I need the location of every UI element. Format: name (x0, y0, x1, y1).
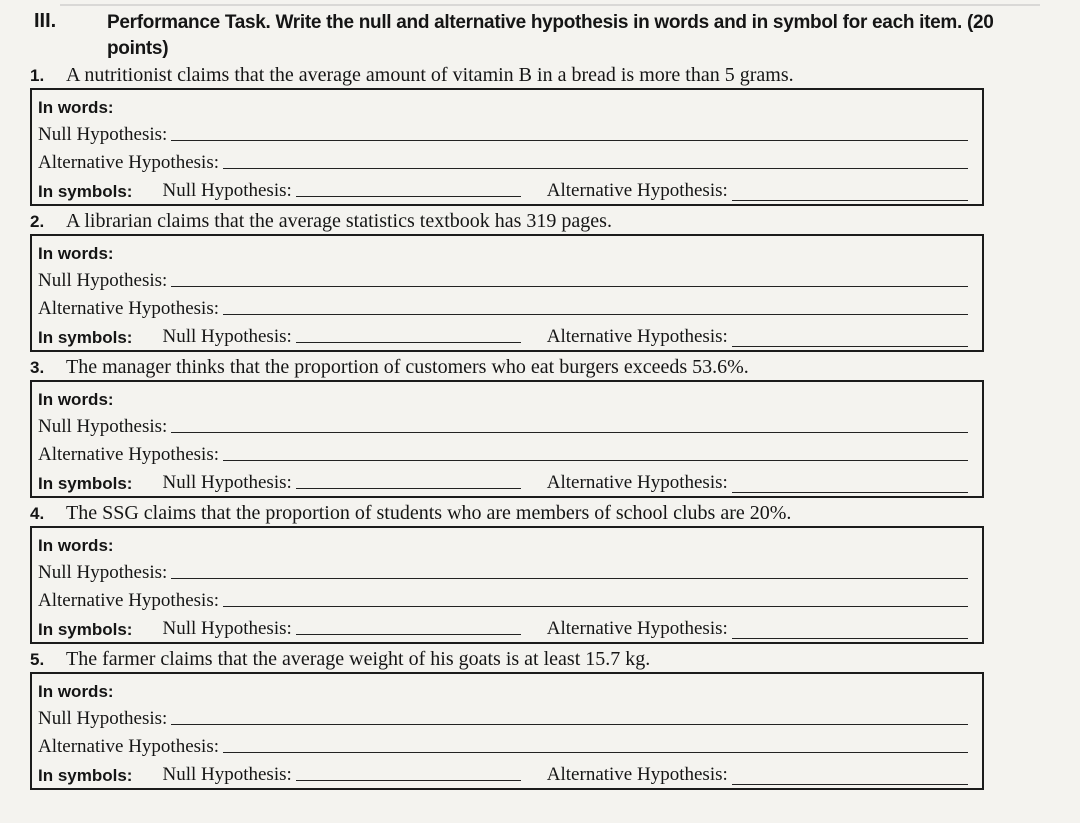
item (30, 354, 1040, 498)
null-hypothesis-words-blank[interactable] (171, 286, 968, 287)
answer-box (30, 234, 984, 352)
null-words-row (38, 704, 968, 730)
in-words-label: In words: (38, 390, 114, 409)
item-number: 5. (30, 650, 45, 669)
alternative-hypothesis-symbol-blank[interactable] (732, 492, 968, 493)
alternative-hypothesis-symbol-blank[interactable] (732, 784, 968, 785)
in-symbols-label: In symbols: (38, 182, 133, 201)
section-title: Performance Task. Write the null and alternative hypothesis in words and in symbol for each item. (20 points) (107, 12, 994, 59)
null-hypothesis-label: Null Hypothesis: (38, 708, 168, 729)
null-words-row (38, 120, 968, 146)
in-words-label: In words: (38, 98, 114, 117)
alt-words-row (38, 586, 968, 612)
alternative-hypothesis-symbol-label: Alternative Hypothesis: (546, 326, 728, 347)
null-hypothesis-symbol-blank[interactable] (296, 342, 521, 343)
in-words-label: In words: (38, 244, 114, 263)
in-words-label: In words: (38, 536, 114, 555)
item-statement: The manager thinks that the proportion of customers who eat burgers exceeds 53.6%. (66, 356, 749, 378)
alternative-hypothesis-words-blank[interactable] (223, 314, 968, 315)
item (30, 208, 1040, 352)
null-hypothesis-symbol-label: Null Hypothesis: (162, 618, 292, 639)
null-hypothesis-symbol-blank[interactable] (296, 196, 521, 197)
alternative-hypothesis-label: Alternative Hypothesis: (38, 298, 219, 319)
item-number: 1. (30, 66, 45, 85)
null-words-row (38, 412, 968, 438)
item-statement: The farmer claims that the average weight of his goats is at least 15.7 kg. (66, 648, 651, 670)
alternative-hypothesis-symbol-label: Alternative Hypothesis: (546, 180, 728, 201)
symbols-row (38, 614, 968, 640)
null-hypothesis-symbol-blank[interactable] (296, 634, 521, 635)
null-hypothesis-words-blank[interactable] (171, 140, 968, 141)
alternative-hypothesis-words-blank[interactable] (223, 460, 968, 461)
null-hypothesis-words-blank[interactable] (171, 724, 968, 725)
null-hypothesis-label: Null Hypothesis: (38, 124, 168, 145)
null-hypothesis-words-blank[interactable] (171, 578, 968, 579)
null-hypothesis-label: Null Hypothesis: (38, 416, 168, 437)
item-statement-line (30, 354, 1040, 380)
item-statement-line (30, 500, 1040, 526)
answer-box (30, 88, 984, 206)
alternative-hypothesis-symbol-label: Alternative Hypothesis: (546, 764, 728, 785)
null-hypothesis-symbol-blank[interactable] (296, 488, 521, 489)
alternative-hypothesis-label: Alternative Hypothesis: (38, 444, 219, 465)
alt-words-row (38, 294, 968, 320)
symbols-row (38, 176, 968, 202)
item-number: 2. (30, 212, 45, 231)
item-statement-line (30, 646, 1040, 672)
answer-box (30, 380, 984, 498)
item-statement-line (30, 62, 1040, 88)
null-hypothesis-label: Null Hypothesis: (38, 270, 168, 291)
alternative-hypothesis-label: Alternative Hypothesis: (38, 152, 219, 173)
item-statement-line (30, 208, 1040, 234)
null-hypothesis-symbol-label: Null Hypothesis: (162, 472, 292, 493)
in-symbols-label: In symbols: (38, 328, 133, 347)
in-symbols-label: In symbols: (38, 474, 133, 493)
in-words-row (38, 384, 968, 410)
symbols-row (38, 760, 968, 786)
item-number: 4. (30, 504, 45, 523)
null-hypothesis-symbol-blank[interactable] (296, 780, 521, 781)
in-words-row (38, 530, 968, 556)
in-words-row (38, 676, 968, 702)
item-number: 3. (30, 358, 45, 377)
item-statement: A librarian claims that the average statistics textbook has 319 pages. (66, 210, 612, 232)
answer-box (30, 672, 984, 790)
alternative-hypothesis-label: Alternative Hypothesis: (38, 590, 219, 611)
item (30, 500, 1040, 644)
null-words-row (38, 266, 968, 292)
null-words-row (38, 558, 968, 584)
item-statement: A nutritionist claims that the average amount of vitamin B in a bread is more than 5 grams. (66, 64, 794, 86)
in-words-row (38, 92, 968, 118)
alternative-hypothesis-symbol-blank[interactable] (732, 638, 968, 639)
item-statement: The SSG claims that the proportion of students who are members of school clubs are 20%. (66, 502, 792, 524)
null-hypothesis-symbol-label: Null Hypothesis: (162, 326, 292, 347)
alternative-hypothesis-symbol-blank[interactable] (732, 200, 968, 201)
symbols-row (38, 322, 968, 348)
item (30, 62, 1040, 206)
item (30, 646, 1040, 790)
null-hypothesis-symbol-label: Null Hypothesis: (162, 764, 292, 785)
section-number: III. (34, 10, 57, 32)
alternative-hypothesis-symbol-label: Alternative Hypothesis: (546, 618, 728, 639)
in-symbols-label: In symbols: (38, 766, 133, 785)
null-hypothesis-label: Null Hypothesis: (38, 562, 168, 583)
alternative-hypothesis-words-blank[interactable] (223, 752, 968, 753)
answer-box (30, 526, 984, 644)
alternative-hypothesis-words-blank[interactable] (223, 606, 968, 607)
in-words-label: In words: (38, 682, 114, 701)
in-symbols-label: In symbols: (38, 620, 133, 639)
in-words-row (38, 238, 968, 264)
alternative-hypothesis-symbol-blank[interactable] (732, 346, 968, 347)
symbols-row (38, 468, 968, 494)
alternative-hypothesis-words-blank[interactable] (223, 168, 968, 169)
alt-words-row (38, 148, 968, 174)
null-hypothesis-symbol-label: Null Hypothesis: (162, 180, 292, 201)
alternative-hypothesis-symbol-label: Alternative Hypothesis: (546, 472, 728, 493)
alt-words-row (38, 732, 968, 758)
alternative-hypothesis-label: Alternative Hypothesis: (38, 736, 219, 757)
cut-off-previous-line (60, 0, 1040, 6)
alt-words-row (38, 440, 968, 466)
null-hypothesis-words-blank[interactable] (171, 432, 968, 433)
